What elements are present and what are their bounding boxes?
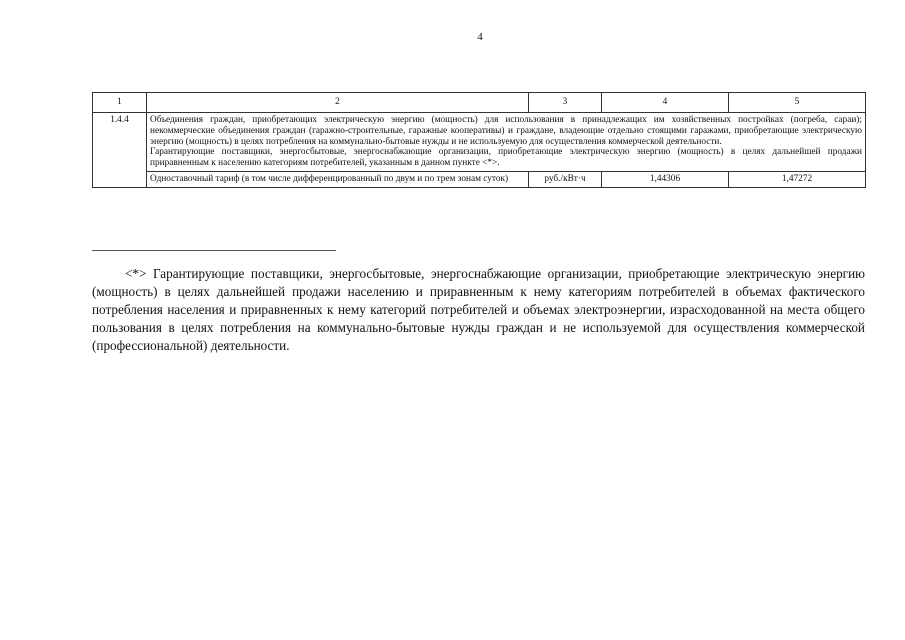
column-header-2: 2 <box>147 93 529 113</box>
description-paragraph: Гарантирующие поставщики, энергосбытовые, энергоснабжающие организации, приобретающие электрическую энергию (мощность) в целях дальнейшей продажи приравненным к населению категориям потребителей, указанным в данном пункте <*>. <box>150 147 862 169</box>
description-paragraph: Объединения граждан, приобретающих электрическую энергию (мощность) для использования в принадлежащих им хозяйственных постройках (погреба, сараи); некоммерческие объединения граждан (гаражно-строительные, гаражные кооперативы) и граждане, владеющие отдельно стоящими гаражами, приобретающие электрическую энергию (мощность) в целях потребления на коммунально-бытовые нужды и не используемую для осуществления коммерческой деятельности. <box>150 115 862 147</box>
unit-cell: руб./кВт·ч <box>529 171 602 187</box>
table-header-row <box>93 93 866 113</box>
column-header-4: 4 <box>602 93 729 113</box>
row-code: 1.4.4 <box>93 113 147 188</box>
footnote-separator <box>92 250 336 251</box>
page-number: 4 <box>477 31 483 43</box>
column-header-1: 1 <box>93 93 147 113</box>
column-header-5: 5 <box>729 93 866 113</box>
table-row <box>93 113 866 172</box>
footnote-text: <*> Гарантирующие поставщики, энергосбытовые, энергоснабжающие организации, приобретающие электрическую энергию (мощность) в целях дальнейшей продажи населению и приравненным к нему категориям потребителей в объемах фактического потребления населения и приравненных к нему категорий потребителей и объемах электроэнергии, израсходованной на места общего пользования в целях потребления на коммунально-бытовые нужды граждан и не используемой для осуществления коммерческой (профессиональной) деятельности. <box>92 266 865 353</box>
value-cell-col5: 1,47272 <box>729 171 866 187</box>
row-description <box>147 113 866 172</box>
tariff-table <box>92 92 866 188</box>
table-row <box>93 171 866 187</box>
value-cell-col4: 1,44306 <box>602 171 729 187</box>
column-header-3: 3 <box>529 93 602 113</box>
tariff-name-cell: Одноставочный тариф (в том числе дифференцированный по двум и по трем зонам суток) <box>147 171 529 187</box>
